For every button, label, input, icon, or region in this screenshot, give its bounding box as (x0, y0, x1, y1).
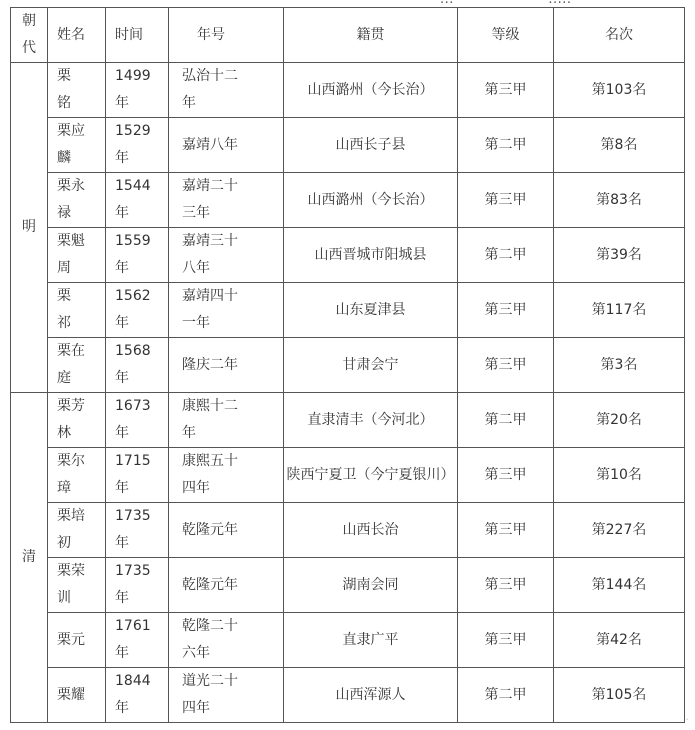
table-row (11, 393, 685, 448)
name-cell: 栗耀 (48, 668, 106, 723)
name-cell: 栗元 (48, 613, 106, 668)
rank-cell: 第三甲 (458, 503, 554, 558)
year-cell: 1544年 (106, 173, 169, 228)
name-cell: 栗培初 (48, 503, 106, 558)
era-cell: 嘉靖四十一年 (169, 283, 284, 338)
place-cell: 山西潞州（今长治） (284, 63, 458, 118)
rank-cell: 第三甲 (458, 173, 554, 228)
table-row (11, 558, 685, 613)
rank-cell: 第三甲 (458, 613, 554, 668)
place-cell: 山东夏津县 (284, 283, 458, 338)
order-cell: 第227名 (554, 503, 685, 558)
order-cell: 第10名 (554, 448, 685, 503)
name-cell: 栗 铭 (48, 63, 106, 118)
header-dynasty: 朝代 (11, 8, 48, 63)
era-cell: 隆庆二年 (169, 338, 284, 393)
rank-cell: 第三甲 (458, 448, 554, 503)
rank-cell: 第三甲 (458, 558, 554, 613)
table-row (11, 613, 685, 668)
rank-cell: 第三甲 (458, 63, 554, 118)
dynasty-cell-ming: 明 (11, 63, 48, 393)
year-cell: 1559年 (106, 228, 169, 283)
year-cell: 1499年 (106, 63, 169, 118)
name-cell: 栗芳林 (48, 393, 106, 448)
place-cell: 直隶清丰（今河北） (284, 393, 458, 448)
year-cell: 1562年 (106, 283, 169, 338)
header-place: 籍贯 (284, 8, 458, 63)
rank-cell: 第二甲 (458, 393, 554, 448)
order-cell: 第144名 (554, 558, 685, 613)
era-cell: 嘉靖二十三年 (169, 173, 284, 228)
table-row (11, 118, 685, 173)
rank-cell: 第二甲 (458, 228, 554, 283)
place-cell: 山西晋城市阳城县 (284, 228, 458, 283)
rank-cell: 第二甲 (458, 668, 554, 723)
order-cell: 第8名 (554, 118, 685, 173)
order-cell: 第83名 (554, 173, 685, 228)
name-cell: 栗在庭 (48, 338, 106, 393)
table-row (11, 668, 685, 723)
year-cell: 1568年 (106, 338, 169, 393)
table-row (11, 283, 685, 338)
year-cell: 1761年 (106, 613, 169, 668)
name-cell: 栗 祁 (48, 283, 106, 338)
place-cell: 山西浑源人 (284, 668, 458, 723)
place-cell: 陕西宁夏卫（今宁夏银川） (284, 448, 458, 503)
order-cell: 第42名 (554, 613, 685, 668)
year-cell: 1735年 (106, 558, 169, 613)
order-cell: 第105名 (554, 668, 685, 723)
header-row (11, 8, 685, 63)
header-era: 年号 (169, 8, 284, 63)
era-cell: 乾隆二十六年 (169, 613, 284, 668)
year-cell: 1529年 (106, 118, 169, 173)
name-cell: 栗尔璋 (48, 448, 106, 503)
era-cell: 嘉靖八年 (169, 118, 284, 173)
name-cell: 栗永禄 (48, 173, 106, 228)
year-cell: 1735年 (106, 503, 169, 558)
order-cell: 第117名 (554, 283, 685, 338)
table-row (11, 228, 685, 283)
name-cell: 栗荣训 (48, 558, 106, 613)
place-cell: 山西长治 (284, 503, 458, 558)
watermark: · (685, 713, 689, 726)
era-cell: 道光二十四年 (169, 668, 284, 723)
era-cell: 嘉靖三十八年 (169, 228, 284, 283)
place-cell: 甘肃会宁 (284, 338, 458, 393)
dynasty-cell-qing: 清 (11, 393, 48, 723)
era-cell: 乾隆元年 (169, 558, 284, 613)
rank-cell: 第二甲 (458, 118, 554, 173)
place-cell: 山西潞州（今长治） (284, 173, 458, 228)
header-order: 名次 (554, 8, 685, 63)
year-cell: 1844年 (106, 668, 169, 723)
place-cell: 山西长子县 (284, 118, 458, 173)
header-name: 姓名 (48, 8, 106, 63)
rank-cell: 第三甲 (458, 338, 554, 393)
era-cell: 康熙十二年 (169, 393, 284, 448)
header-rank: 等级 (458, 8, 554, 63)
order-cell: 第103名 (554, 63, 685, 118)
name-cell: 栗应麟 (48, 118, 106, 173)
table-row (11, 173, 685, 228)
order-cell: 第39名 (554, 228, 685, 283)
table-row (11, 63, 685, 118)
rank-cell: 第三甲 (458, 283, 554, 338)
table-row (11, 503, 685, 558)
cropped-top-text: ··· ····· (440, 0, 572, 11)
table-row (11, 448, 685, 503)
header-year: 时间 (106, 8, 169, 63)
year-cell: 1673年 (106, 393, 169, 448)
era-cell: 康熙五十四年 (169, 448, 284, 503)
era-cell: 弘治十二年 (169, 63, 284, 118)
year-cell: 1715年 (106, 448, 169, 503)
order-cell: 第3名 (554, 338, 685, 393)
table-row (11, 338, 685, 393)
order-cell: 第20名 (554, 393, 685, 448)
era-cell: 乾隆元年 (169, 503, 284, 558)
place-cell: 直隶广平 (284, 613, 458, 668)
place-cell: 湖南会同 (284, 558, 458, 613)
name-cell: 栗魁周 (48, 228, 106, 283)
jinshi-table (10, 7, 685, 723)
